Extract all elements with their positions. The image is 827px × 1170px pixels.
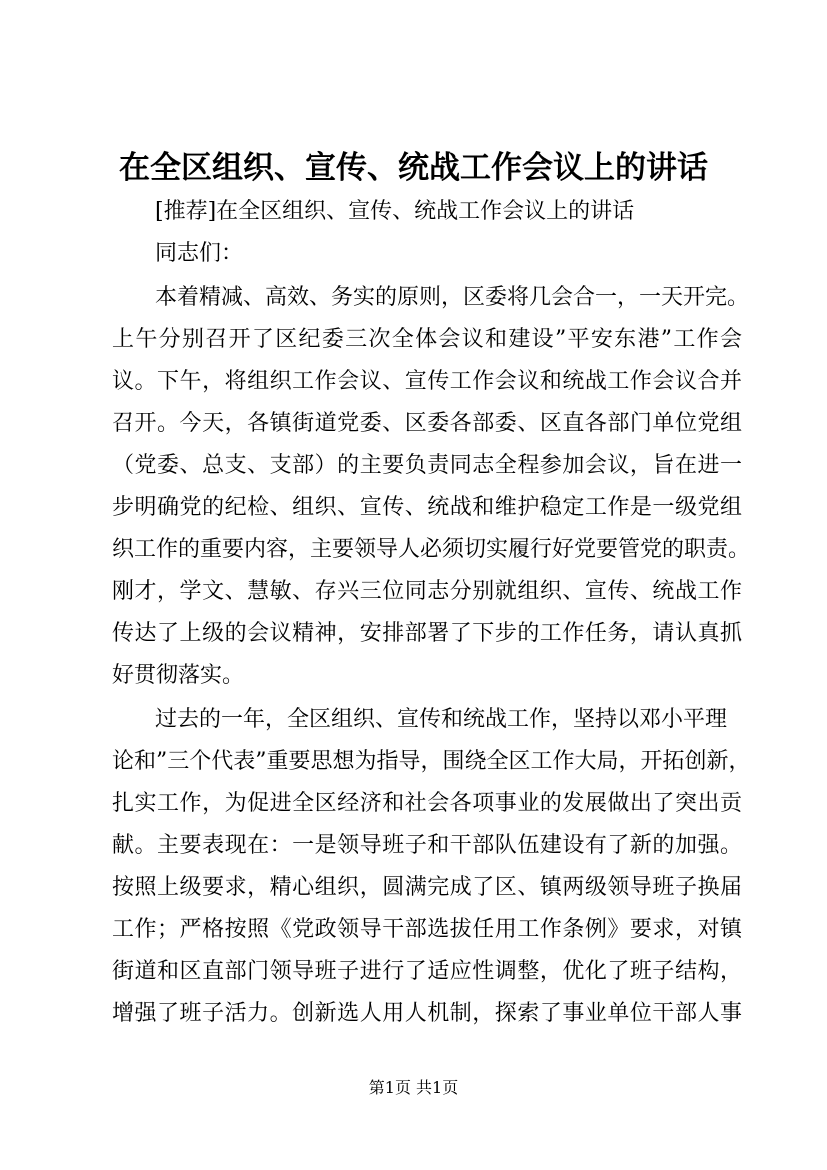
paragraph-1-line: 上午分别召开了区纪委三次全体会议和建设”平安东港”工作会 [112, 327, 742, 352]
paragraph-1-line: 召开。今天，各镇街道党委、区委各部委、区直各部门单位党组 [112, 411, 742, 436]
paragraph-2-line: 按照上级要求，精心组织，圆满完成了区、镇两级领导班子换届 [112, 875, 742, 900]
paragraph-1-line: 步明确党的纪检、组织、宣传、统战和维护稳定工作是一级党组 [112, 495, 742, 520]
paragraph-1-line: 议。下午，将组织工作会议、宣传工作会议和统战工作会议合并 [112, 369, 742, 394]
salutation: 同志们： [155, 241, 244, 266]
page-footer: 第1页 共1页 [368, 1078, 459, 1097]
paragraph-2-line: 增强了班子活力。创新选人用人机制，探索了事业单位干部人事 [112, 1001, 742, 1026]
paragraph-2-line: 论和”三个代表”重要思想为指导，围绕全区工作大局，开拓创新， [112, 749, 751, 774]
paragraph-2-line: 扎实工作，为促进全区经济和社会各项事业的发展做出了突出贡 [112, 791, 742, 816]
paragraph-2-line: 街道和区直部门领导班子进行了适应性调整，优化了班子结构， [112, 959, 742, 984]
paragraph-2-line: 工作；严格按照《党政领导干部选拔任用工作条例》要求，对镇 [112, 917, 742, 942]
paragraph-1-line: 刚才，学文、慧敏、存兴三位同志分别就组织、宣传、统战工作 [112, 579, 742, 604]
paragraph-1-line: 本着精减、高效、务实的原则，区委将几会合一，一天开完。 [155, 285, 750, 310]
paragraph-2-line: 过去的一年，全区组织、宣传和统战工作，坚持以邓小平理 [155, 707, 728, 732]
paragraph-1-line: 好贯彻落实。 [112, 663, 245, 688]
paragraph-2-line: 献。主要表现在：一是领导班子和干部队伍建设有了新的加强。 [112, 833, 742, 858]
paragraph-1-line: （党委、总支、支部）的主要负责同志全程参加会议，旨在进一 [112, 453, 742, 478]
document-subtitle: [推荐]在全区组织、宣传、统战工作会议上的讲话 [155, 199, 635, 224]
paragraph-1-line: 织工作的重要内容，主要领导人必须切实履行好党要管党的职责。 [112, 537, 751, 562]
paragraph-1-line: 传达了上级的会议精神，安排部署了下步的工作任务，请认真抓 [112, 621, 742, 646]
document-title: 在全区组织、宣传、统战工作会议上的讲话 [119, 150, 708, 186]
